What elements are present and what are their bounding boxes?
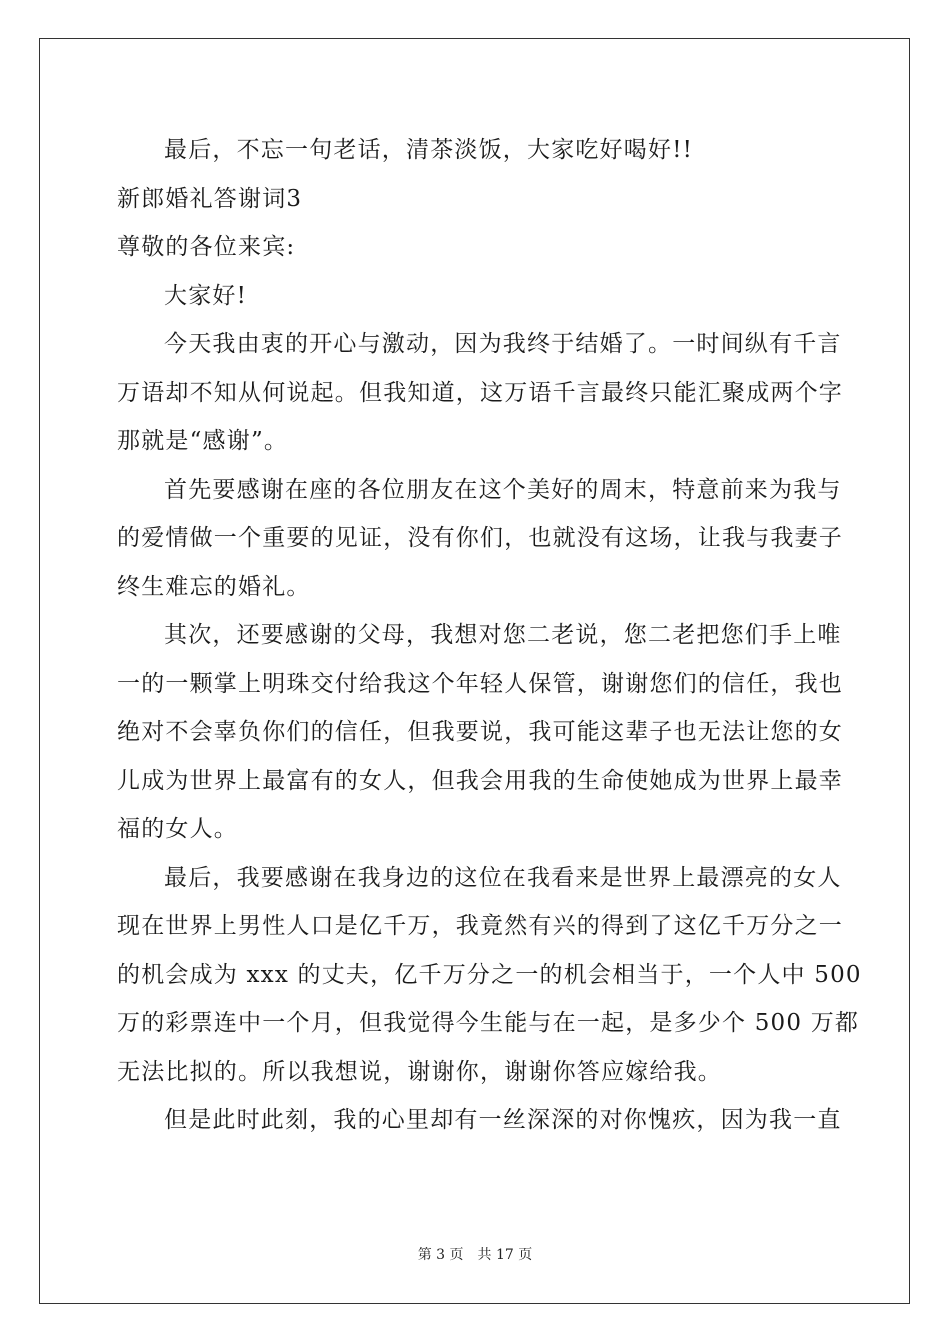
text-line: 但是此时此刻，我的心里却有一丝深深的对你愧疚，因为我一直	[164, 1107, 842, 1133]
text-line: 一的一颗掌上明珠交付给我这个年轻人保管，谢谢您们的信任，我也	[117, 670, 843, 697]
text-line: 最后，我要感谢在我身边的这位在我看来是世界上最漂亮的女人	[164, 864, 842, 891]
text-line: 福的女人。	[117, 816, 238, 842]
salutation: 尊敬的各位来宾:	[117, 234, 296, 260]
text-line: 儿成为世界上最富有的女人，但我会用我的生命使她成为世界上最幸	[117, 767, 843, 794]
page-footer	[0, 1244, 950, 1264]
page-number: 第 3 页	[417, 1247, 464, 1263]
greeting: 大家好!	[164, 282, 248, 309]
page-total: 共 17 页	[477, 1247, 533, 1263]
text-line: 万语却不知从何说起。但我知道，这万语千言最终只能汇聚成两个字	[117, 379, 843, 406]
text-line: 的机会成为 xxx 的丈夫，亿千万分之一的机会相当于，一个人中 500	[117, 961, 862, 988]
text-line: 终生难忘的婚礼。	[117, 573, 311, 600]
text-line: 首先要感谢在座的各位朋友在这个美好的周末，特意前来为我与	[164, 476, 842, 503]
text-line: 今天我由衷的开心与激动，因为我终于结婚了。一时间纵有千言	[164, 331, 842, 357]
document-body	[117, 126, 862, 1145]
section-title: 新郎婚礼答谢词3	[117, 185, 303, 212]
text-line: 其次，还要感谢的父母，我想对您二老说，您二老把您们手上唯	[164, 622, 842, 648]
text-line: 现在世界上男性人口是亿千万，我竟然有兴的得到了这亿千万分之一	[117, 913, 843, 939]
text-line: 那就是“感谢”。	[117, 428, 289, 454]
text-line: 最后，不忘一句老话，清茶淡饭，大家吃好喝好!!	[164, 137, 694, 163]
text-line: 无法比拟的。所以我想说，谢谢你，谢谢你答应嫁给我。	[117, 1058, 722, 1085]
text-line: 万的彩票连中一个月，但我觉得今生能与在一起，是多少个 500 万都	[117, 1010, 860, 1036]
text-line: 的爱情做一个重要的见证，没有你们，也就没有这场，让我与我妻子	[117, 525, 843, 551]
text-line: 绝对不会辜负你们的信任，但我要说，我可能这辈子也无法让您的女	[117, 719, 843, 745]
